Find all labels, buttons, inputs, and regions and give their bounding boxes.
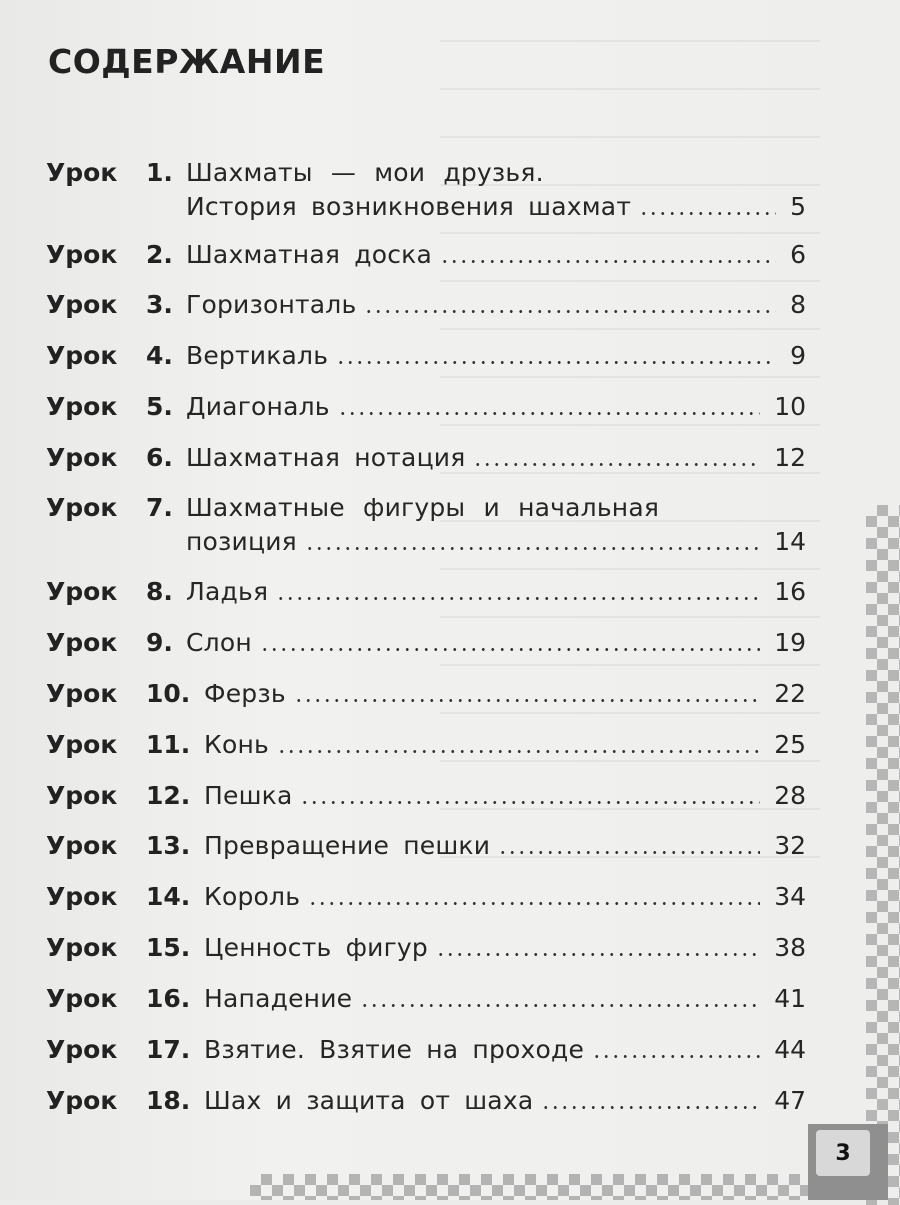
dot-leader [338, 412, 760, 415]
lesson-number: 10. [146, 679, 191, 708]
entry-line [46, 527, 806, 559]
toc-entry [46, 443, 806, 477]
dot-leader [308, 902, 760, 905]
lesson-number: 7. [146, 493, 173, 522]
page-ref: 9 [790, 341, 806, 370]
entry-line [46, 679, 806, 711]
lesson-title: История возникновения шахмат [186, 192, 632, 221]
toc-entry [46, 577, 806, 611]
page-ref: 10 [774, 392, 806, 421]
entry-line [46, 984, 806, 1016]
page-ref: 16 [774, 577, 806, 606]
dot-leader [336, 361, 776, 364]
lesson-title: Конь [204, 730, 269, 759]
entry-line [46, 730, 806, 762]
lesson-number: 8. [146, 577, 173, 606]
dot-leader [360, 1004, 760, 1007]
entry-line [46, 493, 806, 525]
lesson-title: Ценность фигур [204, 933, 428, 962]
dot-leader [260, 648, 760, 651]
dot-leader [305, 547, 760, 550]
dot-leader [639, 212, 776, 215]
entry-line [46, 443, 806, 475]
page-ref: 47 [774, 1086, 806, 1115]
dot-leader [364, 310, 776, 313]
lesson-label: Урок [46, 933, 118, 962]
entry-line [46, 933, 806, 965]
lesson-label: Урок [46, 290, 118, 319]
page-ref: 44 [774, 1035, 806, 1064]
page-ref: 12 [774, 443, 806, 472]
lesson-title: Шахматная доска [186, 240, 432, 269]
lesson-number: 2. [146, 240, 173, 269]
entry-line [46, 831, 806, 863]
page-number: 3 [816, 1130, 870, 1176]
toc-entry [46, 984, 806, 1018]
lesson-label: Урок [46, 443, 118, 472]
lesson-label: Урок [46, 1035, 118, 1064]
entry-line [46, 192, 806, 224]
dot-leader [436, 953, 760, 956]
lesson-label: Урок [46, 493, 118, 522]
toc-entry [46, 882, 806, 916]
lesson-title: Шахматная нотация [186, 443, 466, 472]
dot-leader [277, 750, 760, 753]
entry-line [46, 628, 806, 660]
lesson-number: 11. [146, 730, 191, 759]
lesson-number: 3. [146, 290, 173, 319]
lesson-label: Урок [46, 1086, 118, 1115]
lesson-number: 9. [146, 628, 173, 657]
lesson-title: Ладья [186, 577, 269, 606]
toc-entry [46, 1035, 806, 1069]
toc-entry [46, 679, 806, 713]
lesson-label: Урок [46, 628, 118, 657]
lesson-number: 1. [146, 158, 173, 187]
toc-entry [46, 730, 806, 764]
lesson-label: Урок [46, 781, 118, 810]
lesson-title: Король [204, 882, 301, 911]
lesson-label: Урок [46, 341, 118, 370]
toc-entry [46, 933, 806, 967]
entry-line [46, 158, 806, 190]
page-ref: 34 [774, 882, 806, 911]
dot-leader [473, 463, 760, 466]
toc-entry [46, 628, 806, 662]
entry-line [46, 1086, 806, 1118]
lesson-title: Ферзь [204, 679, 286, 708]
lesson-title: Превращение пешки [204, 831, 491, 860]
page-ref: 28 [774, 781, 806, 810]
toc-entry [46, 781, 806, 815]
lesson-label: Урок [46, 882, 118, 911]
lesson-title: Шах и защита от шаха [204, 1086, 534, 1115]
entry-line [46, 290, 806, 322]
dot-leader [440, 260, 776, 263]
lesson-number: 6. [146, 443, 173, 472]
lesson-label: Урок [46, 158, 118, 187]
page-ref: 14 [774, 527, 806, 556]
checker-border-bottom [250, 1174, 810, 1200]
lesson-number: 14. [146, 882, 191, 911]
lesson-number: 13. [146, 831, 191, 860]
lesson-number: 18. [146, 1086, 191, 1115]
entry-line [46, 240, 806, 272]
dot-leader [276, 597, 760, 600]
lesson-title: Взятие. Взятие на проходе [204, 1035, 585, 1064]
entry-line [46, 392, 806, 424]
lesson-number: 4. [146, 341, 173, 370]
lesson-label: Урок [46, 831, 118, 860]
lesson-title: позиция [186, 527, 297, 556]
page-ref: 6 [790, 240, 806, 269]
page-ref: 8 [790, 290, 806, 319]
lesson-number: 12. [146, 781, 191, 810]
toc-entry [46, 290, 806, 324]
entry-line [46, 781, 806, 813]
toc-entry [46, 1086, 806, 1120]
entry-line [46, 577, 806, 609]
lesson-label: Урок [46, 392, 118, 421]
lesson-title: Шахматные фигуры и начальная [186, 493, 660, 522]
lesson-label: Урок [46, 240, 118, 269]
entry-line [46, 882, 806, 914]
checker-border-right [866, 505, 900, 1205]
lesson-number: 5. [146, 392, 173, 421]
lesson-label: Урок [46, 730, 118, 759]
lesson-label: Урок [46, 577, 118, 606]
lesson-number: 17. [146, 1035, 191, 1064]
dot-leader [498, 851, 760, 854]
page-title: СОДЕРЖАНИЕ [48, 42, 326, 81]
toc-entry [46, 831, 806, 865]
lesson-title: Шахматы — мои друзья. [186, 158, 544, 187]
page-ref: 25 [774, 730, 806, 759]
entry-line [46, 1035, 806, 1067]
lesson-title: Горизонталь [186, 290, 357, 319]
lesson-title: Нападение [204, 984, 353, 1013]
page-ref: 41 [774, 984, 806, 1013]
toc-entry [46, 493, 806, 561]
toc-entry [46, 341, 806, 375]
dot-leader [592, 1055, 760, 1058]
page-ref: 32 [774, 831, 806, 860]
lesson-title: Слон [186, 628, 252, 657]
dot-leader [300, 801, 760, 804]
lesson-number: 16. [146, 984, 191, 1013]
lesson-title: Пешка [204, 781, 293, 810]
dot-leader [541, 1106, 760, 1109]
lesson-label: Урок [46, 679, 118, 708]
lesson-number: 15. [146, 933, 191, 962]
dot-leader [294, 699, 760, 702]
lesson-label: Урок [46, 984, 118, 1013]
entry-line [46, 341, 806, 373]
page-ref: 38 [774, 933, 806, 962]
page-ref: 22 [774, 679, 806, 708]
toc-entry [46, 392, 806, 426]
toc-entry [46, 158, 806, 226]
page-ref: 5 [790, 192, 806, 221]
page-ref: 19 [774, 628, 806, 657]
lesson-title: Диагональ [186, 392, 330, 421]
toc-entry [46, 240, 806, 274]
lesson-title: Вертикаль [186, 341, 329, 370]
